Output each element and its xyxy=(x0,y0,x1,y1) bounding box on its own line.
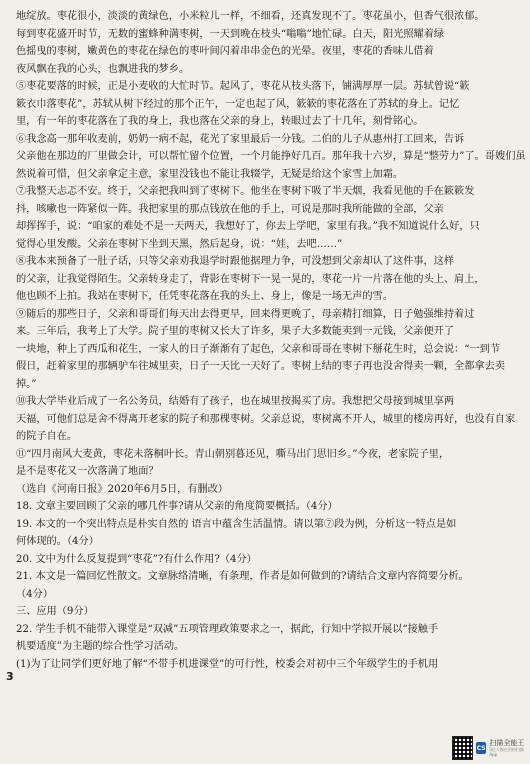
text-line: ⑧我本来预备了一肚子话，只等父亲劝我退学时跟他据理力争，可没想到父亲却认了这件事，这样 xyxy=(16,256,455,267)
text-line: 来。三年后，我考上了大学。院子里的枣树又长大了许多，果子大多数能卖到一元钱，父亲便开了 xyxy=(16,326,455,337)
text-line: ⑥我念高一那年收麦前，奶奶一病不起，花光了家里最后一分钱。二伯的儿子从惠州打工回来，告诉 xyxy=(16,133,465,145)
text-line: 夜风飘在我的心头，也飘进我的梦乡。 xyxy=(16,63,190,75)
text-line: 色摇曳的枣树，嫩黄色的枣花在绿色的枣叶间闪着串串金色的光晕。夜里，枣花的香味儿借着 xyxy=(16,46,434,57)
text-line: 一块地，种上了西瓜和花生，一家人的日子渐渐有了起色，父亲和哥哥在枣树下掰花生时，总会说：“一到节 xyxy=(16,343,501,355)
text-line: 抖，咳嗽也一阵紧似一阵。我把家里的那点钱放在他的手上，可说是那时我所能做的全部，父亲 xyxy=(16,203,444,215)
text-line: 掉。” xyxy=(16,378,37,390)
question-line: (1)为了让同学们更好地了解“不带手机进课堂”的可行性，校委会对初中三个年级学生的手机用 xyxy=(16,658,439,670)
watermark-subtitle: 3亿人都在用的扫描App xyxy=(489,747,524,757)
text-line: 却挥挥手，说：“咱家的难处不是一天两天，我想好了，你去上学吧，家里有我。”我不知道说什么好，只 xyxy=(16,221,480,232)
watermark-title: 扫描全能王 xyxy=(489,739,525,747)
camscanner-logo: CS xyxy=(476,742,486,754)
text-line: 是不是枣花又一次落满了地面？ xyxy=(16,466,159,477)
text-line: 的院子自在。 xyxy=(16,431,78,442)
text-line: ⑦我整天忐忑不安。终于，父亲把我叫到了枣树下。他坐在枣树下吸了半天烟，我看见他的手在簌簌发 xyxy=(16,186,475,197)
scanner-watermark xyxy=(452,736,526,760)
section-heading: 三、应用（9分） xyxy=(16,606,94,617)
watermark-text xyxy=(489,739,526,757)
question-line: 18. 文章主要回顾了父亲的哪几件事?请从父亲的角度简要概括。（4分） xyxy=(16,501,338,512)
text-line: 觉得心里发酸。父亲在枣树下坐到天黑，然后起身，说：“娃，去吧……” xyxy=(16,238,343,250)
article-text xyxy=(0,8,528,673)
question-line: （4分） xyxy=(16,588,54,600)
text-line: 假日，赶着家里的那辆驴车往城里卖，日子一天比一天好了。枣树上结的枣子再也没舍得卖一颗，全都拿去卖 xyxy=(16,361,505,372)
source-citation: （选自《河南日报》2020年6月5日，有删改） xyxy=(16,483,229,495)
qr-code-icon xyxy=(452,736,473,760)
text-line: 父亲他在那边的厂里做会计，可以帮忙留个位置，一个月能挣好几百。那年我十六岁，算是“整劳力”了。哥嫂们虽 xyxy=(16,151,526,162)
text-line: 地绽放。枣花很小，淡淡的黄绿色，小米粒儿一样，不细看，还真发现不了。枣花虽小，但香气很浓郁。 xyxy=(16,11,485,22)
text-line: ⑤枣花要落的时候，正是小麦收的大忙时节。起风了，枣花从枝头落下，铺满厚厚一层。苏轼曾说“簌 xyxy=(16,81,470,92)
question-line: 何体现的。（4分） xyxy=(16,536,99,547)
text-line: 他也顾不上拍。我站在枣树下，任凭枣花落在我的头上、身上，像是一场无声的雪。 xyxy=(16,291,393,302)
question-line: 22. 学生手机不能带入课堂是“双减”五项管理政策要求之一，据此，行知中学拟开展以“接触手 xyxy=(16,623,439,635)
text-line: 然说着可惜，但父亲拿定主意，家里没钱也不能让我辍学，无疑是给这个家雪上加霜。 xyxy=(16,168,404,180)
text-line: 簌衣巾落枣花”，苏轼从树下经过的那个正午，一定也起了风，簌簌的枣花落在了苏轼的身上。记忆 xyxy=(16,98,460,110)
page-number: 3 xyxy=(6,670,14,683)
text-line: ⑨随后的那些日子，父亲和哥哥们每天出去得更早，回来得更晚了，母亲精打细算，日子勉强维持着过 xyxy=(16,308,475,320)
question-line: 21. 本文是一篇回忆性散文。文章脉络清晰，有条理，作者是如何做到的?请结合文章内容简要分析。 xyxy=(16,571,469,582)
text-line: 天福，可他们总是舍不得离开老家的院子和那棵枣树。父亲总说，枣树离不开人，城里的楼房再好，也没有自家 xyxy=(16,413,516,425)
question-line: 机要适度”为主题的综合性学习活动。 xyxy=(16,641,185,652)
text-line: 每到枣花盛开时节，无数的蜜蜂种满枣树，一天到晚在枝头“嗡嗡”地忙碌。白天，阳光照耀着绿 xyxy=(16,28,445,40)
question-line: 19. 本文的一个突出特点是朴实自然的 语言中蕴含生活温情。请以第⑦段为例，分析这一特点是如 xyxy=(16,518,457,530)
text-line: ⑪“四月南风大麦黄，枣花未落桐叶长。青山朝别暮还见，嘶马出门思旧乡。”今夜，老家院子里， xyxy=(16,448,450,460)
text-line: 的父亲，让我觉得陌生。父亲转身走了，背影在枣树下一晃一晃的，枣花一片一片落在他的头上、肩上， xyxy=(16,273,485,285)
text-line: 里，有一年的枣花落在了我的身上，我也落在父亲的身上，转眼过去了十几年，刻骨铭心。 xyxy=(16,116,424,127)
question-line: 20. 文中为什么反复提到“枣花”?有什么作用?（4分） xyxy=(16,553,257,565)
text-line: ⑩我大学毕业后成了一名公务员，结婚有了孩子，也在城里按揭买了房。我想把父母接到城里享两 xyxy=(16,396,455,407)
